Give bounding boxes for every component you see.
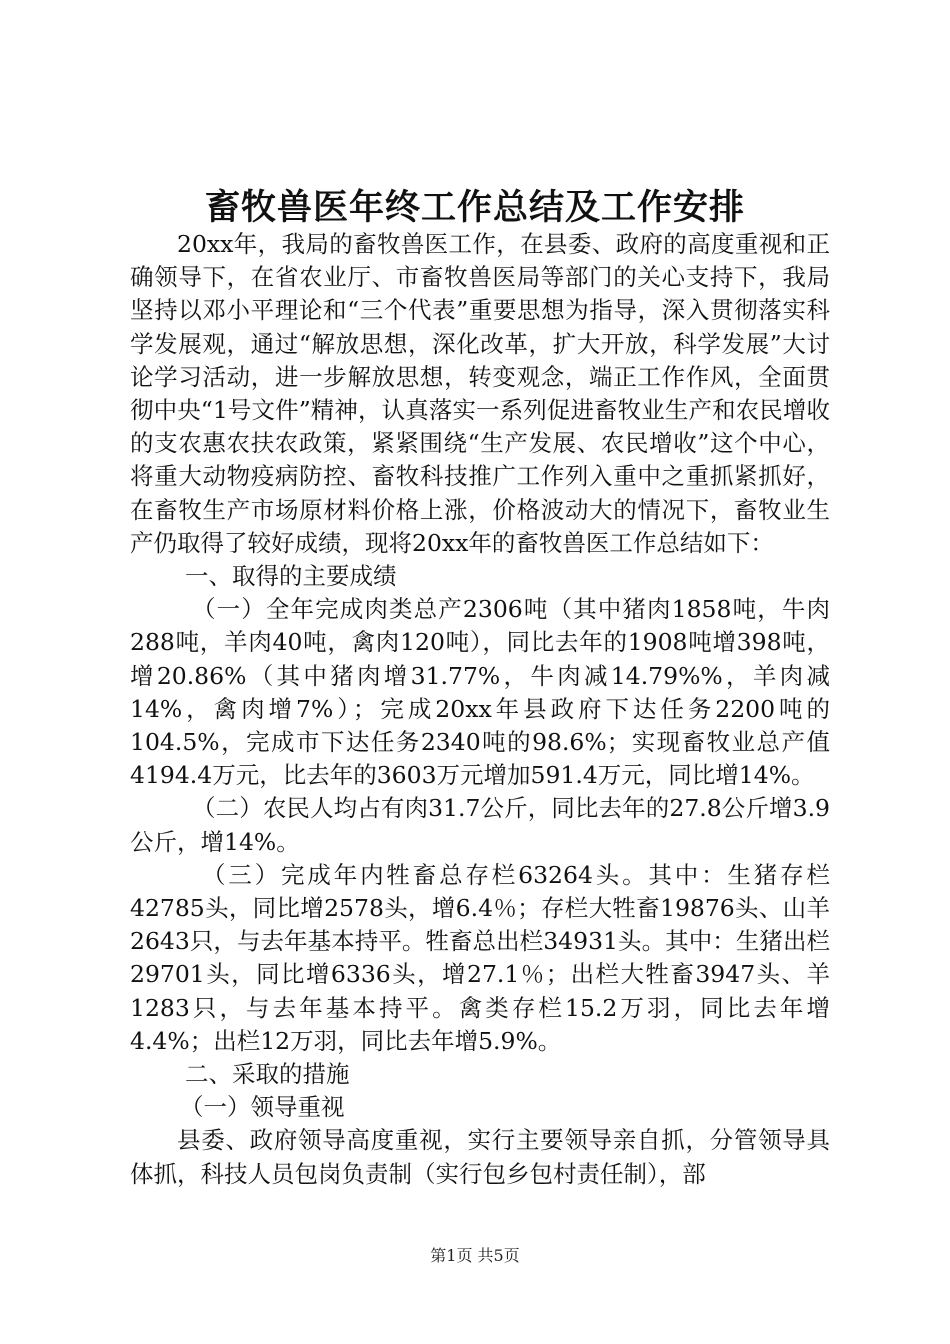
intro-paragraph: 20xx年，我局的畜牧兽医工作，在县委、政府的高度重视和正确领导下，在省农业厅、市畜牧兽医局等部门的关心支持下，我局坚持以邓小平理论和“三个代表”重要思想为指导，深入贯彻落实科学发展观，通过“解放思想，深化改革，扩大开放，科学发展”大讨论学习活动，进一步解放思想，转变观念，端正工作作风，全面贯彻中央“1号文件”精神，认真落实一系列促进畜牧业生产和农民增收的支农惠农扶农政策，紧紧围绕“生产发展、农民增收”这个中心，将重大动物疫病防控、畜牧科技推广工作列入重中之重抓紧抓好，在畜牧生产市场原材料价格上涨，价格波动大的情况下，畜牧业生产仍取得了较好成绩，现将20xx年的畜牧兽医工作总结如下： <box>130 230 830 557</box>
section-heading-measures: 二、采取的措施 <box>185 1060 350 1089</box>
achievement-paragraph-3: （三）完成年内牲畜总存栏63264头。其中：生猪存栏42785头，同比增2578头，增6.4％；存栏大牲畜19876头、山羊2643只，与去年基本持平。牲畜总出栏34931头。其中：生猪出栏29701头，同比增6336头，增27.1％；出栏大牲畜3947头、羊1283只，与去年基本持平。禽类存栏15.2万羽，同比去年增4.4%；出栏12万羽，同比去年增5.9%。 <box>130 860 830 1055</box>
leadership-paragraph: 县委、政府领导高度重视，实行主要领导亲自抓，分管领导具体抓，科技人员包岗负责制（实行包乡包村责任制），部 <box>130 1126 830 1188</box>
achievement-paragraph-2: （二）农民人均占有肉31.7公斤，同比去年的27.8公斤增3.9公斤，增14%。 <box>130 794 830 856</box>
subheading-leadership: （一）领导重视 <box>180 1093 345 1122</box>
page-footer: 第1页 共5页 <box>430 1246 520 1265</box>
document-body <box>130 228 830 1191</box>
document-title: 畜牧兽医年终工作总结及工作安排 <box>204 187 745 228</box>
achievement-paragraph-1: （一）全年完成肉类总产2306吨（其中猪肉1858吨，牛肉288吨，羊肉40吨，禽肉120吨），同比去年的1908吨增398吨，增20.86%（其中猪肉增31.77%，牛肉减14.79%%，羊肉减14%，禽肉增7%）；完成20xx年县政府下达任务2200吨的104.5%，完成市下达任务2340吨的98.6%；实现畜牧业总产值4194.4万元，比去年的3603万元增加591.4万元，同比增14%。 <box>130 595 830 790</box>
section-heading-achievements: 一、取得的主要成绩 <box>185 562 397 591</box>
